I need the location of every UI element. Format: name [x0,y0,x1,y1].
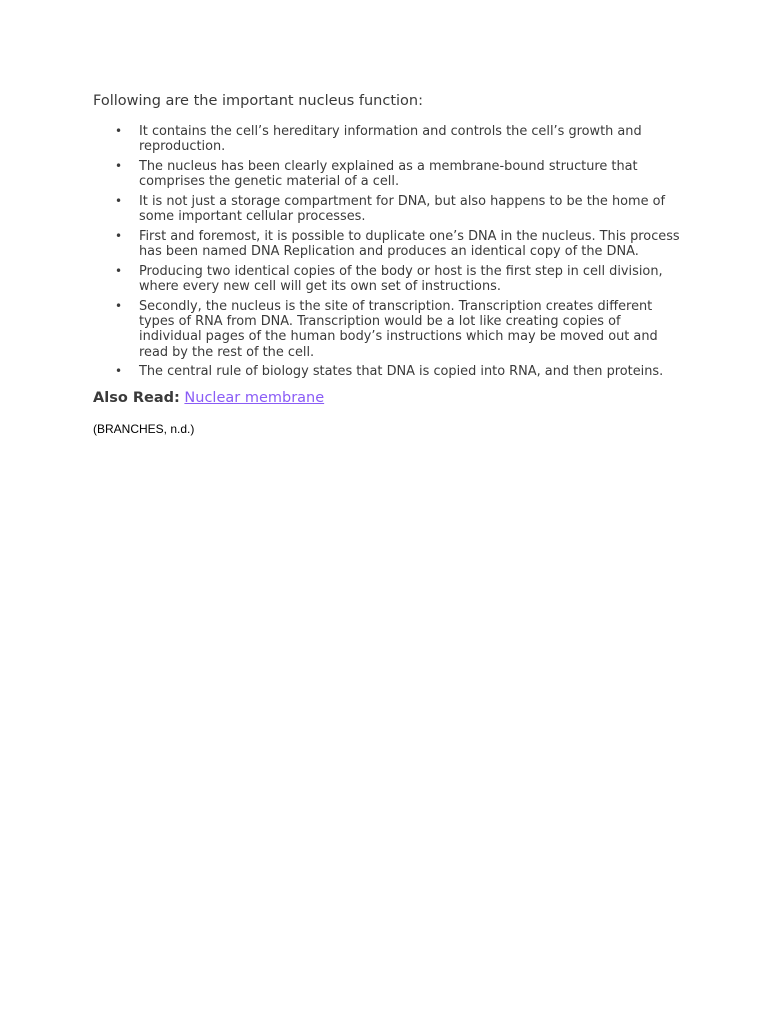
nuclear-membrane-link[interactable]: Nuclear membrane [184,389,325,406]
list-item [93,364,683,379]
document-page [93,91,683,437]
list-item [93,229,683,259]
list-item-text: It contains the cell’s hereditary information and controls the cell’s growth and reproduction. [139,124,642,155]
list-item-text: The central rule of biology states that DNA is copied into RNA, and then proteins. [139,364,664,380]
list-item [93,264,683,294]
list-item-text: The nucleus has been clearly explained as a membrane-bound structure that comprises the genetic material of a cell. [139,159,638,190]
intro-heading: Following are the important nucleus function: [93,93,423,109]
list-item-text: Producing two identical copies of the body or host is the first step in cell division, where every new cell will get its own set of instructions. [139,264,663,295]
list-item [93,124,683,154]
also-read-line [93,388,683,408]
list-item-text: Secondly, the nucleus is the site of transcription. Transcription creates different types of RNA from DNA. Transcription would be a lot like creating copies of individual pages of the human body’s instructions which may be moved out and read by the rest of the cell. [139,299,658,360]
bullet-icon: • [115,364,123,379]
list-item-text: It is not just a storage compartment for DNA, but also happens to be the home of some important cellular processes. [139,194,666,225]
nucleus-function-list [93,124,683,380]
bullet-icon: • [115,194,123,208]
list-item-text: First and foremost, it is possible to duplicate one’s DNA in the nucleus. This process has been named DNA Replication and produces an identical copy of the DNA. [139,229,680,260]
list-item [93,194,683,224]
bullet-icon: • [115,229,123,243]
also-read-label: Also Read: [93,389,180,406]
bullet-icon: • [115,159,123,173]
bullet-icon: • [115,124,123,138]
bullet-icon: • [115,299,123,313]
citation: (BRANCHES, n.d.) [93,421,195,436]
list-item [93,299,683,360]
bullet-icon: • [115,264,123,278]
list-item [93,159,683,189]
